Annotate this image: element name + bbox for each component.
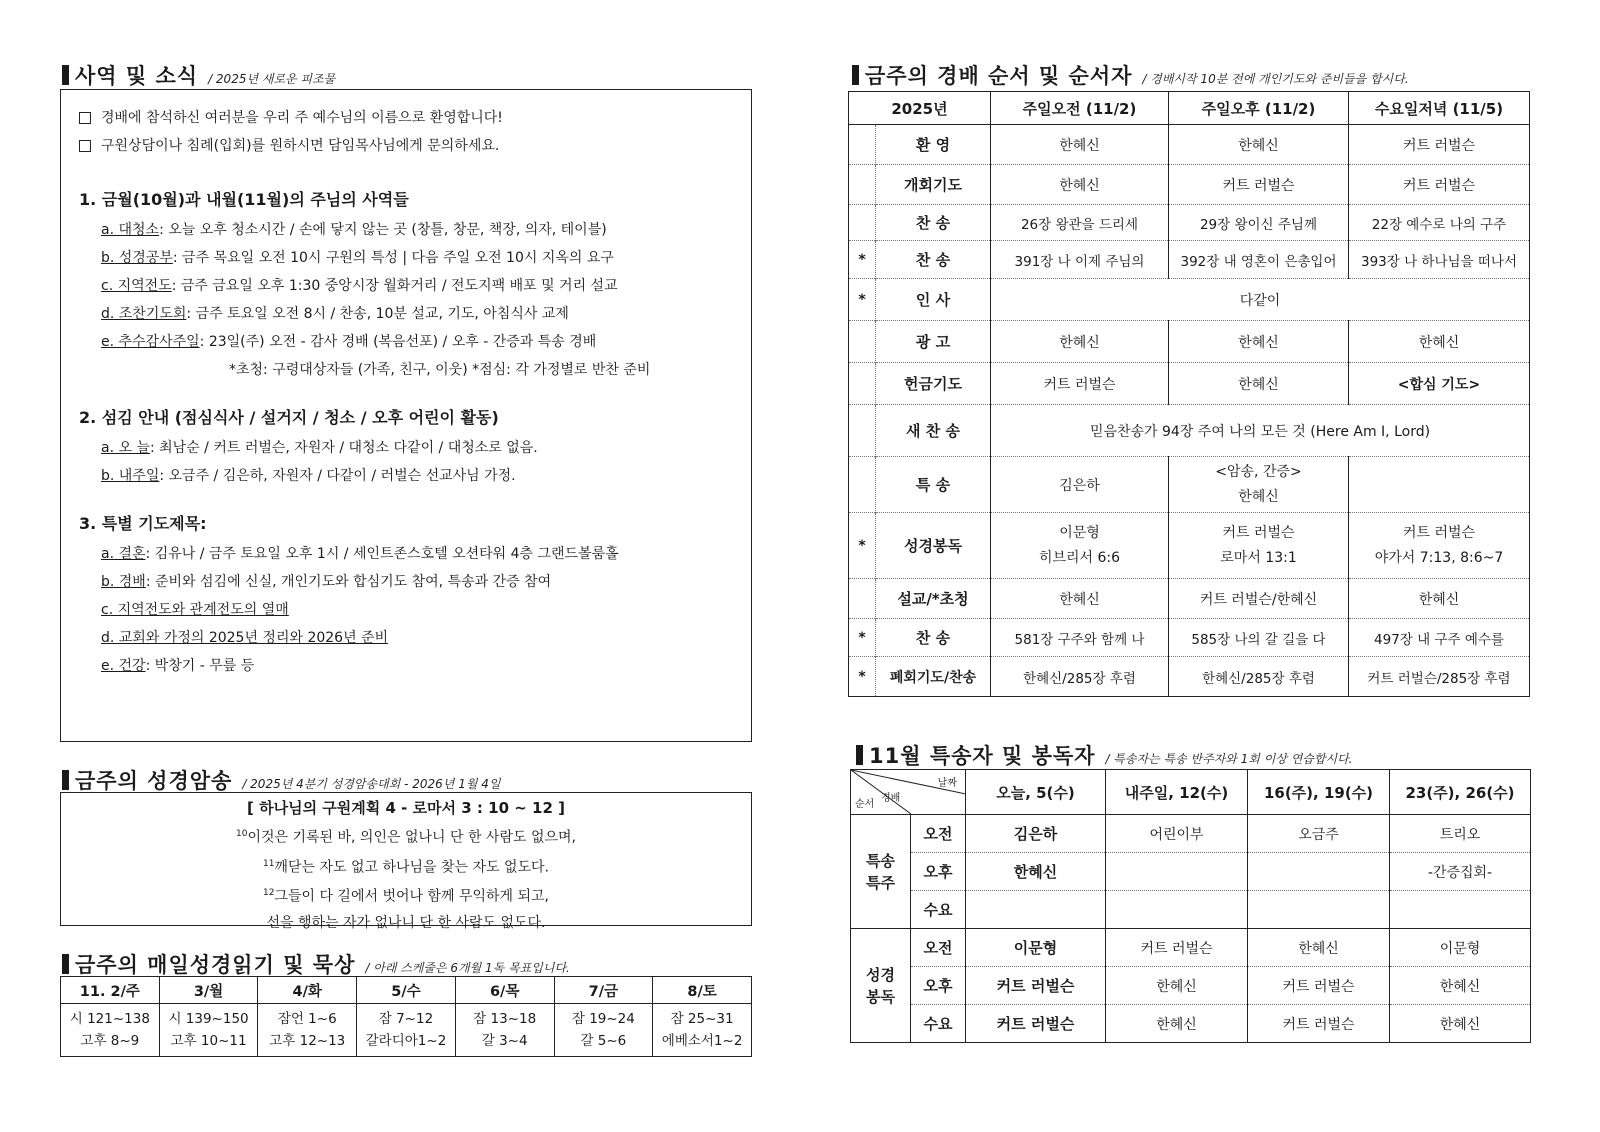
worship-title: 금주의 경배 순서 및 순서자 (865, 64, 1133, 88)
reading-cell: 잠 7~12 (357, 1004, 456, 1031)
service-header: 수요일저녁 (11/5) (1349, 92, 1530, 125)
star-cell (849, 125, 876, 165)
order-cell: 커트 러벌슨 로마서 13:1 (1169, 513, 1349, 579)
time-label: 수요 (911, 891, 966, 929)
star-cell: * (849, 619, 876, 657)
table-row (851, 853, 1531, 891)
star-cell: * (849, 513, 876, 579)
order-cell: 한혜신 (991, 579, 1169, 619)
date-header: 오늘, 5(수) (966, 770, 1106, 815)
singer-cell (1106, 853, 1248, 891)
star-cell (849, 165, 876, 205)
reader-cell: 커트 러벌슨 (1248, 1005, 1390, 1043)
singer-cell: 어린이부 (1106, 815, 1248, 853)
order-cell: 김은하 (991, 457, 1169, 513)
list-item: b. 내주일: 오금주 / 김은하, 자원자 / 다같이 / 러벌슨 선교사님 가정. (101, 468, 516, 484)
reader-cell: 한혜신 (1390, 1005, 1531, 1043)
reading-cell: 고후 10~11 (159, 1030, 258, 1057)
order-label: 광 고 (876, 321, 991, 363)
reading-title: 금주의 매일성경읽기 및 묵상 (75, 953, 356, 977)
reading-cell: 갈라디아1~2 (357, 1030, 456, 1057)
order-label: 찬 송 (876, 205, 991, 241)
order-cell-all: 믿음찬송가 94장 주여 나의 모든 것 (Here Am I, Lord) (991, 405, 1530, 457)
time-label: 오후 (911, 967, 966, 1005)
order-cell: 한혜신 (1349, 579, 1530, 619)
reading-cell: 시 121~138 (61, 1004, 160, 1031)
service-header: 주일오전 (11/2) (991, 92, 1169, 125)
memorize-title: 금주의 성경암송 (75, 769, 233, 793)
order-cell: 한혜신 (1169, 125, 1349, 165)
day-header: 11. 2/주 (61, 977, 160, 1004)
order-cell: 커트 러벌슨 (1349, 165, 1530, 205)
table-row (849, 363, 1530, 405)
list-item: c. 지역전도와 관계전도의 열매 (101, 602, 289, 618)
corner-cell (851, 770, 966, 815)
verse-12-cont: 선을 행하는 자가 없나니 단 한 사람도 없도다. (266, 914, 546, 931)
order-cell: 29장 왕이신 주님께 (1169, 205, 1349, 241)
day-header: 4/화 (258, 977, 357, 1004)
order-cell: 한혜신 (991, 321, 1169, 363)
reading-cell: 시 139~150 (159, 1004, 258, 1031)
reading-cell: 고후 8~9 (61, 1030, 160, 1057)
table-row (849, 657, 1530, 697)
day-header: 3/월 (159, 977, 258, 1004)
date-header: 23(주), 26(수) (1390, 770, 1531, 815)
star-cell (849, 579, 876, 619)
order-cell: 커트 러벌슨 (991, 363, 1169, 405)
list-item: e. 추수감사주일: 23일(주) 오전 - 감사 경배 (복음선포) / 오후 - 간증과 특송 경배 (101, 334, 597, 350)
list-item: d. 조찬기도회: 금주 토요일 오전 8시 / 찬송, 10분 설교, 기도, 아침식사 교제 (101, 306, 569, 322)
checkbox-icon (79, 112, 91, 124)
table-row (849, 321, 1530, 363)
table-row (849, 125, 1530, 165)
order-cell: <합심 기도> (1349, 363, 1530, 405)
date-header: 내주일, 12(수) (1106, 770, 1248, 815)
notice-text: 경배에 참석하신 여러분을 우리 주 예수님의 이름으로 환영합니다! (101, 110, 503, 126)
reader-cell: 커트 러벌슨 (1106, 929, 1248, 967)
singers-header (856, 740, 1353, 770)
section-bar (852, 65, 859, 85)
day-header: 8/토 (653, 977, 752, 1004)
list-item: a. 오 늘: 최남순 / 커트 러벌슨, 자원자 / 대청소 다같이 / 대청소로 없음. (101, 440, 538, 456)
order-label: 설교/*초청 (876, 579, 991, 619)
reader-cell: 한혜신 (1106, 1005, 1248, 1043)
group-label-special: 특송 특주 (851, 815, 911, 929)
corner-worship: 경배 (881, 793, 901, 804)
table-row (849, 241, 1530, 279)
order-cell: 커트 러벌슨 (1169, 165, 1349, 205)
reading-subtitle: / 아래 스케줄은 6개월 1독 목표입니다. (365, 961, 570, 975)
service-header: 주일오후 (11/2) (1169, 92, 1349, 125)
order-cell: 한혜신 (1349, 321, 1530, 363)
reader-cell: 커트 러벌슨 (966, 967, 1106, 1005)
star-cell (849, 405, 876, 457)
ministry-header (62, 60, 335, 90)
time-label: 수요 (911, 1005, 966, 1043)
order-label: 인 사 (876, 279, 991, 321)
order-cell: 392장 내 영혼이 은총입어 (1169, 241, 1349, 279)
star-cell (849, 457, 876, 513)
singer-cell (1248, 891, 1390, 929)
section-bar (62, 770, 69, 790)
reader-cell: 이문형 (966, 929, 1106, 967)
order-cell: 581장 구주와 함께 나 (991, 619, 1169, 657)
order-cell: 22장 예수로 나의 구주 (1349, 205, 1530, 241)
singer-cell (1248, 853, 1390, 891)
singer-cell: 트리오 (1390, 815, 1531, 853)
reading-cell: 갈 3~4 (455, 1030, 554, 1057)
singers-subtitle: / 특송자는 특송 반주자와 1회 이상 연습합시다. (1105, 752, 1353, 766)
checkbox-icon (79, 140, 91, 152)
ministry-box (60, 89, 752, 742)
time-label: 오전 (911, 929, 966, 967)
table-header-row (851, 770, 1531, 815)
notice-text: 구원상담이나 침례(입회)를 원하시면 담임목사님에게 문의하세요. (101, 138, 500, 154)
list-item: d. 교회와 가정의 2025년 정리와 2026년 준비 (101, 630, 389, 646)
order-cell: 커트 러벌슨/한혜신 (1169, 579, 1349, 619)
notice-1 (79, 104, 733, 132)
order-cell: 한혜신/285장 후렴 (991, 657, 1169, 697)
reading-cell: 고후 12~13 (258, 1030, 357, 1057)
star-cell: * (849, 241, 876, 279)
table-row (61, 1004, 752, 1031)
section-bar (62, 954, 69, 974)
reader-cell: 한혜신 (1248, 929, 1390, 967)
singers-title: 11월 특송자 및 봉독자 (869, 744, 1096, 768)
star-cell (849, 205, 876, 241)
order-cell: 585장 나의 갈 길을 다 (1169, 619, 1349, 657)
table-row (851, 929, 1531, 967)
table-row (851, 815, 1531, 853)
star-cell (849, 363, 876, 405)
singer-cell: 한혜신 (966, 853, 1106, 891)
table-row (61, 1030, 752, 1057)
table-header-row (61, 977, 752, 1004)
group-label-reading: 성경 봉독 (851, 929, 911, 1043)
list-item: e. 건강: 박창기 - 무릎 등 (101, 658, 255, 674)
order-label: 헌금기도 (876, 363, 991, 405)
order-cell: 한혜신 (991, 165, 1169, 205)
singers-table (850, 769, 1531, 1043)
reading-cell: 에베소서1~2 (653, 1030, 752, 1057)
order-label: 찬 송 (876, 619, 991, 657)
order-cell: 한혜신 (1169, 363, 1349, 405)
singer-cell (1106, 891, 1248, 929)
verse-11: $^{11}$깨닫는 자도 없고 하나님을 찾는 자도 없도다. (262, 858, 550, 876)
star-cell: * (849, 657, 876, 697)
reading-cell: 잠언 1~6 (258, 1004, 357, 1031)
reading-cell: 잠 25~31 (653, 1004, 752, 1031)
section-1-note: *초청: 구령대상자들 (가족, 친구, 이웃) *점심: 각 가정별로 반찬 준비 (229, 362, 651, 378)
memorize-subtitle: / 2025년 4분기 성경암송대회 - 2026년 1월 4일 (242, 777, 501, 791)
order-cell: 한혜신 (991, 125, 1169, 165)
table-row (851, 967, 1531, 1005)
singer-cell: 김은하 (966, 815, 1106, 853)
order-cell: <암송, 간증> 한혜신 (1169, 457, 1349, 513)
reading-table (60, 976, 752, 1057)
memorize-reference: [ 하나님의 구원계획 4 - 로마서 3 : 10 ~ 12 ] (247, 799, 565, 817)
worship-header (852, 60, 1409, 90)
reader-cell: 커트 러벌슨 (1248, 967, 1390, 1005)
order-cell: 한혜신 (1169, 321, 1349, 363)
list-item: b. 성경공부: 금주 목요일 오전 10시 구원의 특성 | 다음 주일 오전 10시 지옥의 요구 (101, 250, 614, 266)
section-bar (62, 65, 69, 85)
order-cell: 26장 왕관을 드리세 (991, 205, 1169, 241)
day-header: 7/금 (554, 977, 653, 1004)
singer-cell (966, 891, 1106, 929)
order-label: 폐회기도/찬송 (876, 657, 991, 697)
reader-cell: 이문형 (1390, 929, 1531, 967)
order-cell: 커트 러벌슨 야가서 7:13, 8:6~7 (1349, 513, 1530, 579)
memorize-header (62, 765, 500, 795)
table-row (849, 279, 1530, 321)
reader-cell: 커트 러벌슨 (966, 1005, 1106, 1043)
order-label: 특 송 (876, 457, 991, 513)
date-header: 16(주), 19(수) (1248, 770, 1390, 815)
table-row (849, 405, 1530, 457)
table-row (849, 457, 1530, 513)
section-bar (856, 745, 863, 765)
order-cell: 497장 내 구주 예수를 (1349, 619, 1530, 657)
singer-cell: -간증집회- (1390, 853, 1531, 891)
list-item: a. 결혼: 김유나 / 금주 토요일 오후 1시 / 세인트존스호텔 오션타워 4층 그랜드볼룸홀 (101, 546, 619, 562)
section-3-title: 3. 특별 기도제목: (79, 514, 207, 533)
table-row (849, 513, 1530, 579)
notice-2 (79, 132, 733, 160)
order-cell-all: 다같이 (991, 279, 1530, 321)
day-header: 6/목 (455, 977, 554, 1004)
list-item: a. 대청소: 오늘 오후 청소시간 / 손에 닿지 않는 곳 (창틀, 창문, 책장, 의자, 테이블) (101, 222, 607, 238)
reading-cell: 잠 13~18 (455, 1004, 554, 1031)
star-cell: * (849, 279, 876, 321)
order-label: 찬 송 (876, 241, 991, 279)
order-cell: 이문형 히브리서 6:6 (991, 513, 1169, 579)
order-cell (1349, 457, 1530, 513)
verse-12: $^{12}$그들이 다 길에서 벗어나 함께 무익하게 되고, (262, 888, 550, 905)
worship-subtitle: / 경배시작 10분 전에 개인기도와 준비들을 합시다. (1142, 72, 1409, 86)
order-label: 성경봉독 (876, 513, 991, 579)
table-row (849, 579, 1530, 619)
corner-order: 순서 (855, 799, 875, 810)
list-item: b. 경배: 준비와 섬김에 신실, 개인기도와 합심기도 참여, 특송과 간증 참여 (101, 574, 552, 590)
day-header: 5/수 (357, 977, 456, 1004)
order-cell: 393장 나 하나님을 떠나서 (1349, 241, 1530, 279)
table-row (851, 891, 1531, 929)
worship-order-table (848, 91, 1530, 697)
list-item: c. 지역전도: 금주 금요일 오후 1:30 중앙시장 월화거리 / 전도지팩 배포 및 거리 설교 (101, 278, 618, 294)
ministry-title: 사역 및 소식 (75, 64, 199, 88)
order-cell: 커트 러벌슨 (1349, 125, 1530, 165)
reading-cell: 갈 5~6 (554, 1030, 653, 1057)
section-1-title: 1. 금월(10월)과 내월(11월)의 주님의 사역들 (79, 190, 409, 209)
order-cell: 한혜신/285장 후렴 (1169, 657, 1349, 697)
order-cell: 커트 러벌슨/285장 후렴 (1349, 657, 1530, 697)
singer-cell: 오금주 (1248, 815, 1390, 853)
time-label: 오후 (911, 853, 966, 891)
reading-cell: 잠 19~24 (554, 1004, 653, 1031)
order-label: 새 찬 송 (876, 405, 991, 457)
table-header-row (849, 92, 1530, 125)
singer-cell (1390, 891, 1531, 929)
section-2-title: 2. 섬김 안내 (점심식사 / 설거지 / 청소 / 오후 어린이 활동) (79, 408, 499, 427)
corner-date: 날짜 (937, 778, 957, 789)
table-row (851, 1005, 1531, 1043)
reading-header (62, 949, 570, 979)
order-cell: 391장 나 이제 주님의 (991, 241, 1169, 279)
reader-cell: 한혜신 (1390, 967, 1531, 1005)
star-cell (849, 321, 876, 363)
memorize-box (60, 792, 752, 931)
verse-10: $^{10}$이것은 기록된 바, 의인은 없나니 단 한 사람도 없으며, (236, 829, 576, 846)
table-row (849, 205, 1530, 241)
year-header: 2025년 (849, 92, 991, 125)
table-row (849, 165, 1530, 205)
reader-cell: 한혜신 (1106, 967, 1248, 1005)
order-label: 개회기도 (876, 165, 991, 205)
time-label: 오전 (911, 815, 966, 853)
table-row (849, 619, 1530, 657)
order-label: 환 영 (876, 125, 991, 165)
ministry-subtitle: / 2025년 새로운 피조물 (208, 72, 336, 86)
